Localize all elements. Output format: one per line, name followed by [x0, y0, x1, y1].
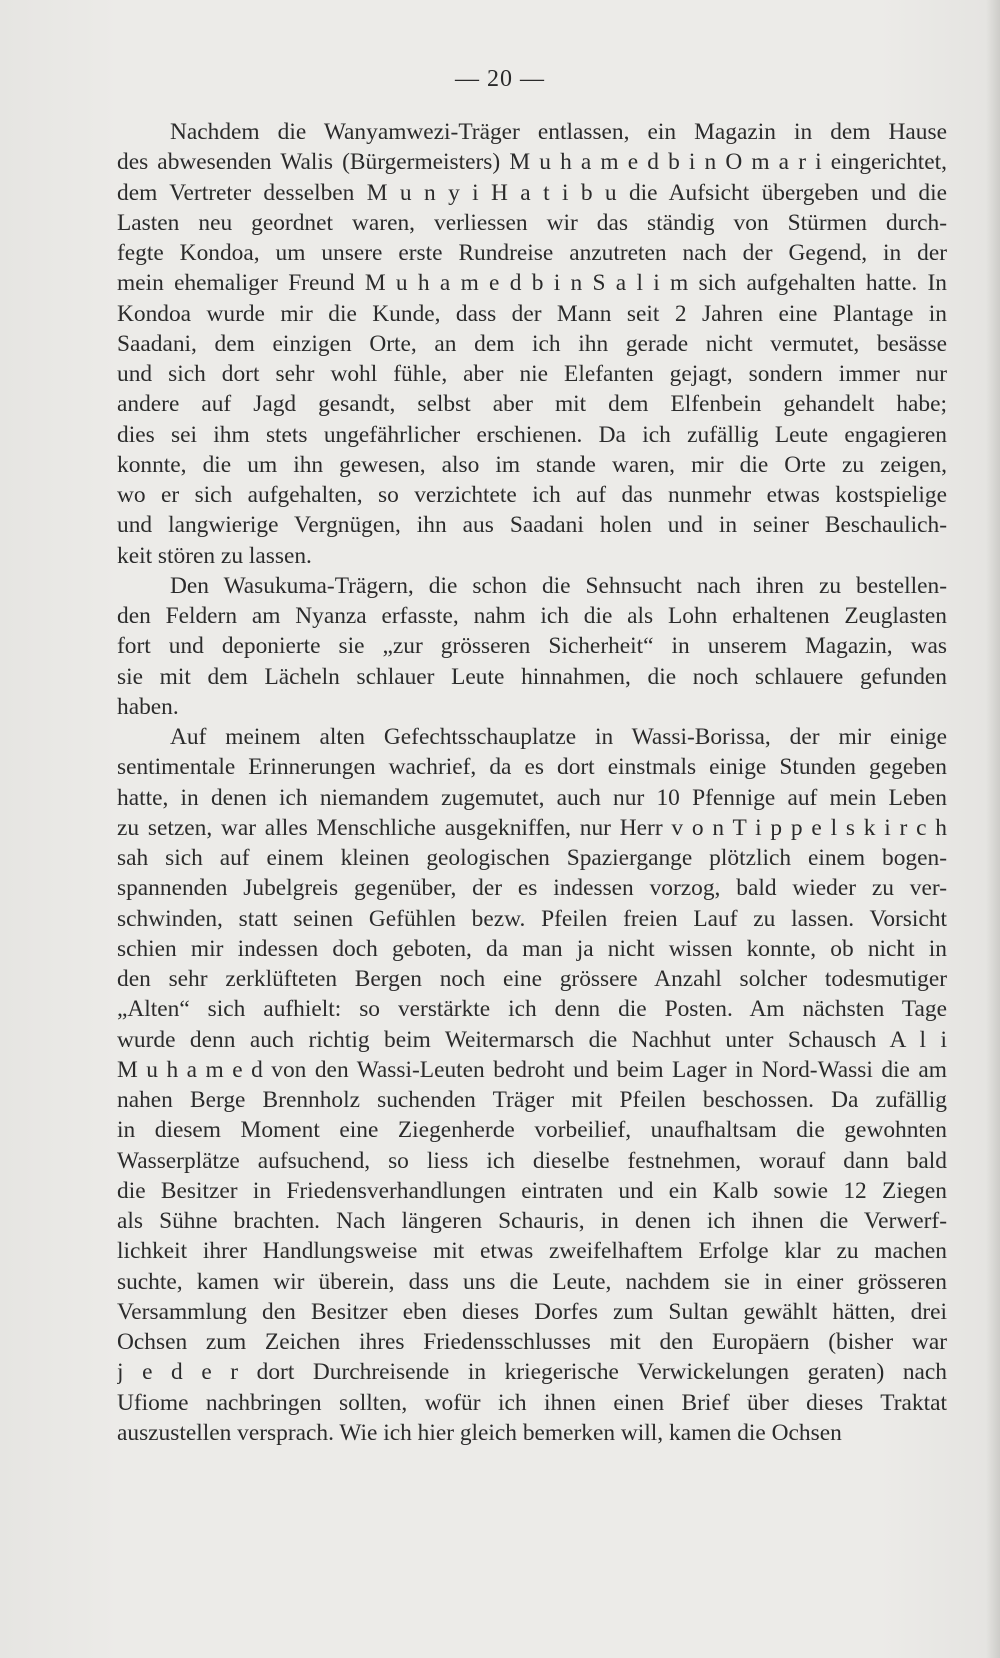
- text-line: j e d e r dort Durchreisende in kriegerische Verwickelungen geraten) nach: [117, 1359, 947, 1386]
- text-line: den sehr zerklüfteten Bergen noch eine grössere Anzahl solcher todesmutiger: [117, 966, 947, 992]
- text-line: nahen Berge Brennholz suchenden Träger mit Pfeilen beschossen. Da zufällig: [117, 1087, 947, 1113]
- text-line: Den Wasukuma-Trägern, die schon die Sehnsucht nach ihren zu bestellen-: [170, 572, 947, 599]
- paragraph-1: [117, 117, 947, 571]
- text-line: haben.: [117, 693, 179, 720]
- text-line: schien mir indessen doch geboten, da man ja nicht wissen konnte, ob nicht in: [117, 935, 947, 962]
- text-line: mein ehemaliger Freund M u h a m e d b i n S a l i m sich aufgehalten hatte. In: [117, 270, 947, 297]
- text-line: als Sühne brachten. Nach längeren Schauris, in denen ich ihnen die Verwerf-: [117, 1208, 947, 1234]
- text-line: Ochsen zum Zeichen ihres Friedensschlusses mit den Europäern (bisher war: [117, 1329, 947, 1355]
- page-edge-shadow: [986, 0, 1000, 1658]
- text-line: Wasserplätze aufsuchend, so liess ich dieselbe festnehmen, worauf dann bald: [117, 1147, 947, 1174]
- text-line: M u h a m e d von den Wassi-Leuten bedroht und beim Lager in Nord-Wassi die am: [117, 1056, 947, 1083]
- text-line: spannenden Jubelgreis gegenüber, der es indessen vorzog, bald wieder zu ver-: [117, 875, 947, 902]
- text-line: „Alten“ sich aufhielt: so verstärkte ich denn die Posten. Am nächsten Tage: [117, 996, 947, 1023]
- text-line: hatte, in denen ich niemandem zugemutet, auch nur 10 Pfennige auf mein Leben: [117, 784, 947, 811]
- text-line: Lasten neu geordnet waren, verliessen wir das ständig von Stürmen durch-: [117, 209, 947, 236]
- text-line: schwinden, statt seinen Gefühlen bezw. Pfeilen freien Lauf zu lassen. Vorsicht: [117, 905, 947, 932]
- text-line: konnte, die um ihn gewesen, also im stande waren, mir die Orte zu zeigen,: [117, 451, 947, 478]
- text-line: Kondoa wurde mir die Kunde, dass der Mann seit 2 Jahren eine Plantage in: [117, 300, 947, 327]
- text-line: Nachdem die Wanyamwezi-Träger entlassen, ein Magazin in dem Hause: [170, 119, 947, 145]
- text-line: Auf meinem alten Gefechtsschauplatze in Wassi-Borissa, der mir einige: [170, 724, 947, 750]
- text-line: Saadani, dem einzigen Orte, an dem ich ihn gerade nicht vermutet, besässe: [117, 330, 947, 357]
- text-line: suchte, kamen wir überein, dass uns die Leute, nachdem sie in einer grösseren: [117, 1268, 947, 1295]
- text-line: fegte Kondoa, um unsere erste Rundreise anzutreten nach der Gegend, in der: [117, 240, 947, 266]
- text-line: sie mit dem Lächeln schlauer Leute hinnahmen, die noch schlauere gefunden: [117, 663, 947, 690]
- text-line: keit stören zu lassen.: [117, 542, 312, 569]
- text-line: des abwesenden Walis (Bürgermeisters) M u h a m e d b i n O m a r i eingerichtet,: [117, 149, 947, 176]
- page-number: — 20 —: [455, 66, 545, 92]
- text-line: wo er sich aufgehalten, so verzichtete ich auf das nunmehr etwas kostspielige: [117, 482, 947, 508]
- text-line: dem Vertreter desselben M u n y i H a t i b u die Aufsicht übergeben und die: [117, 179, 947, 206]
- text-line: sentimentale Erinnerungen wachrief, da es dort einstmals einige Stunden gegeben: [117, 754, 947, 781]
- text-line: auszustellen versprach. Wie ich hier gleich bemerken will, kamen die Ochsen: [117, 1419, 842, 1446]
- text-line: den Feldern am Nyanza erfasste, nahm ich die als Lohn erhaltenen Zeuglasten: [117, 603, 947, 629]
- text-line: in diesem Moment eine Ziegenherde vorbeilief, unaufhaltsam die gewohnten: [117, 1117, 947, 1144]
- text-line: andere auf Jagd gesandt, selbst aber mit dem Elfenbein gehandelt habe;: [117, 391, 947, 418]
- body-text: [117, 117, 947, 1448]
- text-line: lichkeit ihrer Handlungsweise mit etwas zweifelhaftem Erfolge klar zu machen: [117, 1238, 947, 1265]
- text-line: und sich dort sehr wohl fühle, aber nie Elefanten gejagt, sondern immer nur: [117, 361, 947, 387]
- text-line: wurde denn auch richtig beim Weitermarsch die Nachhut unter Schausch A l i: [117, 1026, 947, 1053]
- paragraph-3: [117, 722, 947, 1448]
- text-line: dies sei ihm stets ungefährlicher erschienen. Da ich zufällig Leute engagieren: [117, 421, 947, 448]
- text-line: die Besitzer in Friedensverhandlungen eintraten und ein Kalb sowie 12 Ziegen: [117, 1177, 947, 1204]
- text-line: und langwierige Vergnügen, ihn aus Saadani holen und in seiner Beschaulich-: [117, 512, 947, 539]
- text-line: Ufiome nachbringen sollten, wofür ich ihnen einen Brief über dieses Traktat: [117, 1389, 947, 1416]
- paragraph-2: [117, 571, 947, 722]
- text-line: Versammlung den Besitzer eben dieses Dorfes zum Sultan gewählt hätten, drei: [117, 1298, 947, 1325]
- text-line: fort und deponierte sie „zur grösseren Sicherheit“ in unserem Magazin, was: [117, 633, 947, 660]
- text-line: sah sich auf einem kleinen geologischen Spaziergange plötzlich einem bogen-: [117, 845, 947, 871]
- text-line: zu setzen, war alles Menschliche ausgekniffen, nur Herr v o n T i p p e l s k i r c h: [117, 814, 947, 841]
